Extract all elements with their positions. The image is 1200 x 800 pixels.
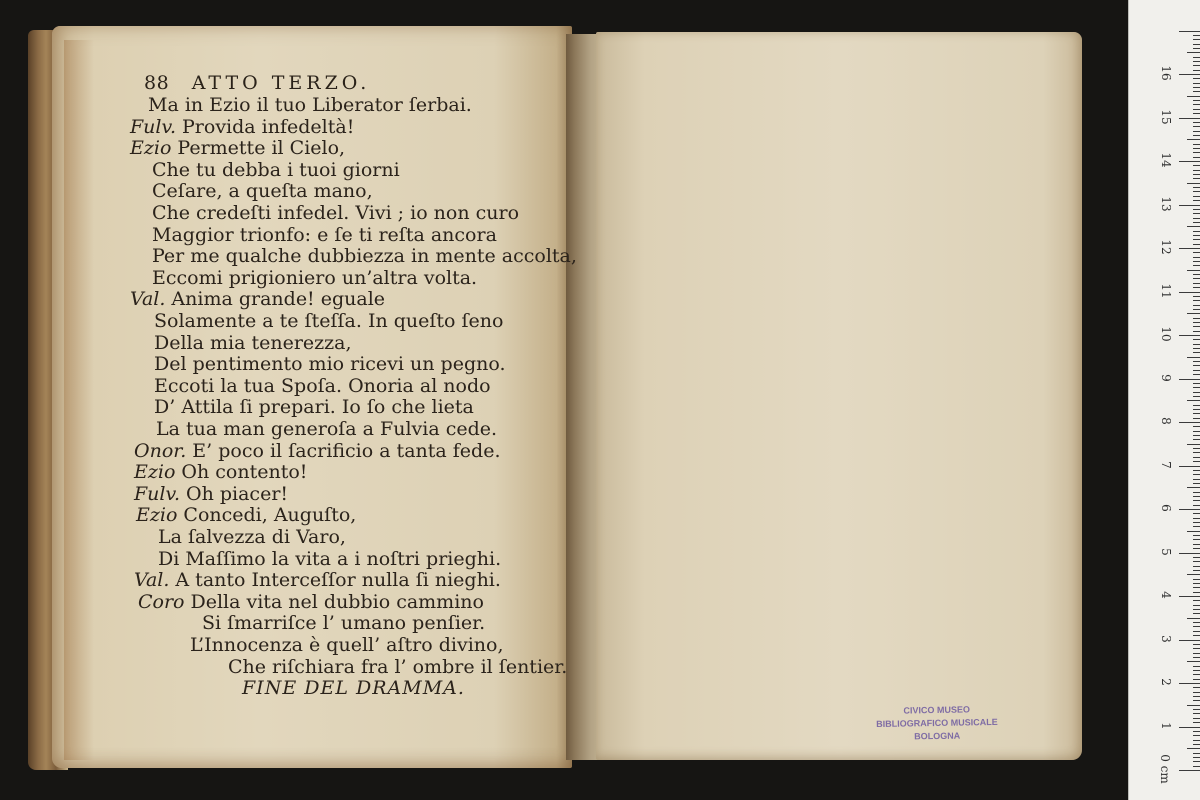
ruler-tick — [1193, 257, 1200, 258]
ruler-tick — [1187, 574, 1200, 575]
ruler-tick — [1193, 687, 1200, 688]
page-foxing — [64, 40, 94, 760]
ruler-tick — [1193, 613, 1200, 614]
ruler-tick — [1193, 261, 1200, 262]
ruler-tick — [1193, 209, 1200, 210]
text-line — [152, 245, 577, 268]
verse-text-span: La ſalvezza di Varo, — [158, 526, 346, 548]
ruler-tick — [1179, 422, 1200, 423]
ruler-tick — [1193, 452, 1200, 453]
verse-text-span: Della vita nel dubbio cammino — [190, 590, 484, 613]
ruler-tick — [1193, 370, 1200, 371]
ruler-tick — [1193, 644, 1200, 645]
ruler-number: 16 — [1159, 65, 1173, 81]
ruler-tick — [1193, 305, 1200, 306]
ruler-tick — [1193, 387, 1200, 388]
ruler-tick — [1193, 557, 1200, 558]
ruler-tick — [1193, 152, 1200, 153]
ruler-tick — [1193, 170, 1200, 171]
ruler-tick — [1193, 566, 1200, 567]
speaker-name: Val. — [134, 569, 170, 592]
ruler-tick — [1187, 400, 1200, 401]
stamp-line-1: CIVICO MUSEO — [903, 704, 971, 716]
ruler-tick — [1193, 631, 1200, 632]
ruler-tick — [1193, 231, 1200, 232]
ruler-tick — [1193, 435, 1200, 436]
text-line — [154, 375, 491, 398]
verse-text-span: Eccoti la tua Spoſa. Onoria al nodo — [154, 374, 491, 397]
ruler-tick — [1193, 239, 1200, 240]
library-stamp — [864, 703, 1011, 745]
ruler-tick — [1193, 122, 1200, 123]
ruler-tick — [1179, 292, 1200, 293]
ruler-tick — [1179, 596, 1200, 597]
ruler-tick — [1193, 48, 1200, 49]
ruler-number: 2 — [1159, 678, 1173, 686]
ruler-tick — [1193, 322, 1200, 323]
speaker-name: Onor. — [134, 439, 187, 462]
ruler-number: 6 — [1159, 504, 1173, 512]
ruler-tick — [1187, 270, 1200, 271]
ruler-tick — [1193, 361, 1200, 362]
ruler-tick — [1193, 722, 1200, 723]
ruler-tick — [1193, 696, 1200, 697]
ruler-tick — [1193, 174, 1200, 175]
ruler-tick — [1193, 339, 1200, 340]
ruler-tick — [1193, 735, 1200, 736]
ruler-tick — [1193, 283, 1200, 284]
ruler-tick — [1193, 222, 1200, 223]
text-line — [136, 504, 356, 527]
verse-text-span: L’Innocenza è quell’ aſtro divino, — [190, 634, 504, 656]
text-line — [134, 569, 501, 592]
text-line — [158, 526, 346, 549]
text-line — [156, 418, 497, 441]
ruler-tick — [1193, 526, 1200, 527]
ruler-tick — [1193, 448, 1200, 449]
ruler-tick — [1193, 622, 1200, 623]
verse-text-span: Per me qualche dubbiezza in mente accolta, — [152, 245, 577, 268]
ruler-tick — [1187, 444, 1200, 445]
ruler-tick — [1193, 753, 1200, 754]
ruler-tick — [1193, 83, 1200, 84]
ruler-tick — [1193, 113, 1200, 114]
ruler-tick — [1179, 248, 1200, 249]
speaker-name: Ezio — [136, 504, 178, 527]
ruler-tick — [1193, 761, 1200, 762]
ruler-tick — [1193, 278, 1200, 279]
ruler-number: 1 — [1159, 721, 1173, 730]
ruler-tick — [1187, 96, 1200, 97]
text-line — [242, 677, 465, 700]
verse-text-span: Che credeſti infedel. Vivi ; io non curo — [152, 202, 520, 224]
ruler-tick — [1193, 296, 1200, 297]
ruler-tick — [1193, 148, 1200, 149]
ruler-tick — [1193, 740, 1200, 741]
ruler-tick — [1193, 500, 1200, 501]
ruler-tick — [1193, 409, 1200, 410]
verse-text-span: Che tu debba i tuoi giorni — [152, 158, 400, 181]
ruler-tick — [1193, 235, 1200, 236]
ruler-tick — [1193, 196, 1200, 197]
ruler-tick — [1193, 109, 1200, 110]
text-line — [154, 332, 352, 355]
verse-text-span: Anima grande! eguale — [171, 288, 386, 311]
ruler-tick — [1193, 600, 1200, 601]
ruler-tick — [1193, 426, 1200, 427]
measurement-ruler — [1128, 0, 1200, 800]
ruler-tick — [1193, 331, 1200, 332]
speaker-name: Fulv. — [130, 115, 177, 138]
ruler-tick — [1193, 157, 1200, 158]
verse-text-span: Maggior trionfo: e ſe ti reſta ancora — [152, 223, 497, 246]
text-line — [130, 116, 354, 139]
ruler-tick — [1193, 744, 1200, 745]
ruler-tick — [1193, 418, 1200, 419]
ruler-tick — [1193, 374, 1200, 375]
ruler-tick — [1193, 405, 1200, 406]
ruler-tick — [1179, 727, 1200, 728]
ruler-tick — [1193, 587, 1200, 588]
ruler-tick — [1193, 300, 1200, 301]
text-line — [152, 224, 497, 247]
verse-text-span: La tua man generoſa a Fulvia cede. — [156, 418, 498, 440]
ruler-number: 15 — [1159, 108, 1173, 125]
ruler-tick — [1193, 365, 1200, 366]
verse-text-span: E’ poco il ſacrificio a tanta fede. — [192, 439, 501, 462]
text-line — [152, 202, 519, 225]
verse-text-span: Eccomi prigioniero un’altra volta. — [152, 266, 478, 289]
ruler-tick — [1193, 126, 1200, 127]
ruler-tick — [1179, 74, 1200, 75]
verse-text-span: Permette il Cielo, — [177, 137, 346, 160]
verse-text-span: Provida infedeltà! — [182, 115, 355, 138]
verse-text-span: Ceſare, a queſta mano, — [152, 180, 373, 203]
ruler-tick — [1193, 191, 1200, 192]
verse-text-span: Di Maſſimo la vita a i noſtri prieghi. — [158, 547, 502, 570]
ruler-tick — [1193, 653, 1200, 654]
ruler-tick — [1179, 379, 1200, 380]
ruler-tick — [1193, 35, 1200, 36]
ruler-tick — [1193, 87, 1200, 88]
ruler-tick — [1193, 709, 1200, 710]
ruler-tick — [1179, 31, 1200, 32]
text-line — [154, 310, 503, 333]
ruler-tick — [1193, 579, 1200, 580]
ruler-tick — [1187, 52, 1200, 53]
ruler-tick — [1193, 657, 1200, 658]
ruler-tick — [1193, 178, 1200, 179]
ruler-tick — [1193, 252, 1200, 253]
ruler-tick — [1193, 431, 1200, 432]
ruler-tick — [1193, 718, 1200, 719]
verse-text-span: Della mia tenerezza, — [154, 331, 352, 354]
ruler-tick — [1193, 522, 1200, 523]
page-number: 88 — [144, 72, 170, 94]
ruler-tick — [1193, 187, 1200, 188]
ruler-tick — [1193, 605, 1200, 606]
ruler-tick — [1179, 466, 1200, 467]
text-line — [134, 461, 307, 484]
text-line — [228, 656, 567, 679]
ruler-tick — [1179, 118, 1200, 119]
verse-text-span: Concedi, Auguſto, — [183, 504, 357, 527]
ruler-number: 10 — [1159, 326, 1173, 342]
ruler-tick — [1179, 553, 1200, 554]
ruler-tick — [1193, 352, 1200, 353]
ruler-tick — [1193, 609, 1200, 610]
ruler-tick — [1187, 705, 1200, 706]
verse-text-span: Ma in Ezio il tuo Liberator ſerbai. — [148, 94, 472, 116]
ruler-number: 3 — [1159, 634, 1173, 643]
ruler-tick — [1193, 626, 1200, 627]
ruler-tick — [1193, 65, 1200, 66]
ruler-tick — [1193, 213, 1200, 214]
right-page — [596, 32, 1082, 760]
text-line — [148, 94, 472, 117]
text-line — [154, 396, 474, 419]
text-line — [134, 483, 288, 506]
ruler-tick — [1187, 357, 1200, 358]
page-header — [144, 72, 370, 94]
ruler-tick — [1193, 505, 1200, 506]
ruler-tick — [1193, 544, 1200, 545]
ruler-tick — [1193, 583, 1200, 584]
ruler-tick — [1193, 518, 1200, 519]
stamp-line-3: BOLOGNA — [914, 730, 961, 742]
ruler-tick — [1193, 91, 1200, 92]
text-line — [190, 634, 504, 657]
text-line — [138, 591, 484, 614]
ruler-unit-label: 0 cm — [1158, 754, 1172, 784]
text-line — [152, 180, 373, 203]
ruler-tick — [1193, 144, 1200, 145]
ruler-tick — [1193, 700, 1200, 701]
ruler-tick — [1193, 483, 1200, 484]
ruler-tick — [1193, 470, 1200, 471]
ruler-tick — [1193, 692, 1200, 693]
ruler-tick — [1193, 461, 1200, 462]
ruler-tick — [1193, 635, 1200, 636]
ruler-tick — [1179, 205, 1200, 206]
ruler-tick — [1179, 509, 1200, 510]
ruler-tick — [1193, 57, 1200, 58]
text-line — [154, 353, 506, 376]
ruler-tick — [1193, 70, 1200, 71]
ruler-tick — [1193, 670, 1200, 671]
ruler-number: 13 — [1159, 195, 1173, 212]
verse-text-span: Si ſmarriſce l’ umano penſier. — [202, 612, 486, 635]
ruler-tick — [1193, 287, 1200, 288]
verse-text-span: Del pentimento mio ricevi un pegno. — [154, 353, 506, 376]
ruler-number: 14 — [1159, 152, 1173, 168]
ruler-tick — [1193, 513, 1200, 514]
ruler-tick — [1187, 226, 1200, 227]
verse-text-span: Oh piacer! — [186, 482, 289, 505]
ruler-tick — [1193, 244, 1200, 245]
ruler-tick — [1193, 265, 1200, 266]
ruler-tick — [1193, 165, 1200, 166]
ruler-tick — [1187, 183, 1200, 184]
ruler-tick — [1187, 139, 1200, 140]
ruler-tick — [1193, 44, 1200, 45]
ruler-tick — [1193, 479, 1200, 480]
ruler-tick — [1187, 748, 1200, 749]
ruler-tick — [1193, 200, 1200, 201]
ruler-tick — [1193, 492, 1200, 493]
ruler-number: 11 — [1159, 282, 1173, 299]
ruler-tick — [1193, 561, 1200, 562]
ruler-tick — [1179, 640, 1200, 641]
ruler-tick — [1187, 531, 1200, 532]
ruler-tick — [1193, 344, 1200, 345]
verse-text-span: A tanto Interceſſor nulla ſi nieghi. — [175, 569, 501, 592]
verse-text-span: Solamente a te ſteſſa. In queſto ſeno — [154, 310, 504, 332]
ruler-tick — [1193, 766, 1200, 767]
ruler-tick — [1193, 539, 1200, 540]
ruler-tick — [1179, 335, 1200, 336]
ruler-tick — [1193, 757, 1200, 758]
speaker-name: Ezio — [130, 137, 172, 160]
ruler-tick — [1193, 592, 1200, 593]
ruler-tick — [1187, 618, 1200, 619]
ruler-tick — [1193, 61, 1200, 62]
text-line — [152, 159, 400, 182]
ruler-tick — [1179, 161, 1200, 162]
ruler-tick — [1193, 131, 1200, 132]
ruler-tick — [1193, 309, 1200, 310]
text-line — [130, 137, 345, 160]
ruler-tick — [1193, 392, 1200, 393]
ruler-tick — [1193, 274, 1200, 275]
text-line — [130, 288, 385, 311]
verse-text-span: Oh contento! — [181, 461, 308, 484]
ruler-tick — [1193, 104, 1200, 105]
stamp-line-2: BIBLIOGRAFICO MUSICALE — [876, 716, 998, 730]
end-of-drama: FINE DEL DRAMMA. — [242, 677, 465, 700]
ruler-number: 4 — [1159, 591, 1173, 599]
text-line — [134, 440, 500, 463]
ruler-tick — [1193, 383, 1200, 384]
running-head: ATTO TERZO. — [191, 72, 371, 94]
ruler-tick — [1179, 683, 1200, 684]
ruler-tick — [1193, 648, 1200, 649]
text-line — [152, 267, 477, 290]
ruler-tick — [1193, 666, 1200, 667]
ruler-tick — [1187, 661, 1200, 662]
ruler-tick — [1193, 135, 1200, 136]
ruler-tick — [1193, 474, 1200, 475]
ruler-tick — [1193, 348, 1200, 349]
verse-text-span: Che riſchiara fra l’ ombre il ſentier. — [228, 655, 568, 678]
ruler-number: 8 — [1159, 417, 1173, 425]
verse-text-span: D’ Attila ſi prepari. Io ſo che lieta — [154, 396, 474, 419]
ruler-tick — [1179, 770, 1200, 771]
ruler-tick — [1193, 218, 1200, 219]
ruler-tick — [1193, 78, 1200, 79]
ruler-tick — [1193, 39, 1200, 40]
text-line — [158, 548, 501, 571]
ruler-tick — [1193, 457, 1200, 458]
speaker-name: Fulv. — [134, 482, 181, 505]
ruler-tick — [1193, 679, 1200, 680]
ruler-tick — [1187, 487, 1200, 488]
ruler-tick — [1193, 100, 1200, 101]
ruler-tick — [1193, 326, 1200, 327]
text-line — [202, 612, 485, 635]
ruler-tick — [1193, 570, 1200, 571]
ruler-tick — [1193, 713, 1200, 714]
ruler-number: 7 — [1159, 460, 1173, 469]
ruler-number: 12 — [1159, 239, 1173, 255]
ruler-tick — [1193, 413, 1200, 414]
ruler-tick — [1193, 396, 1200, 397]
ruler-tick — [1193, 318, 1200, 319]
ruler-tick — [1187, 313, 1200, 314]
ruler-tick — [1193, 496, 1200, 497]
ruler-tick — [1193, 535, 1200, 536]
ruler-tick — [1193, 731, 1200, 732]
speaker-name: Ezio — [134, 461, 176, 484]
ruler-tick — [1193, 674, 1200, 675]
speaker-name: Val. — [130, 288, 166, 311]
ruler-tick — [1193, 548, 1200, 549]
ruler-number: 5 — [1159, 547, 1173, 556]
ruler-number: 9 — [1159, 373, 1173, 382]
speaker-name: Coro — [138, 590, 185, 613]
ruler-tick — [1193, 439, 1200, 440]
